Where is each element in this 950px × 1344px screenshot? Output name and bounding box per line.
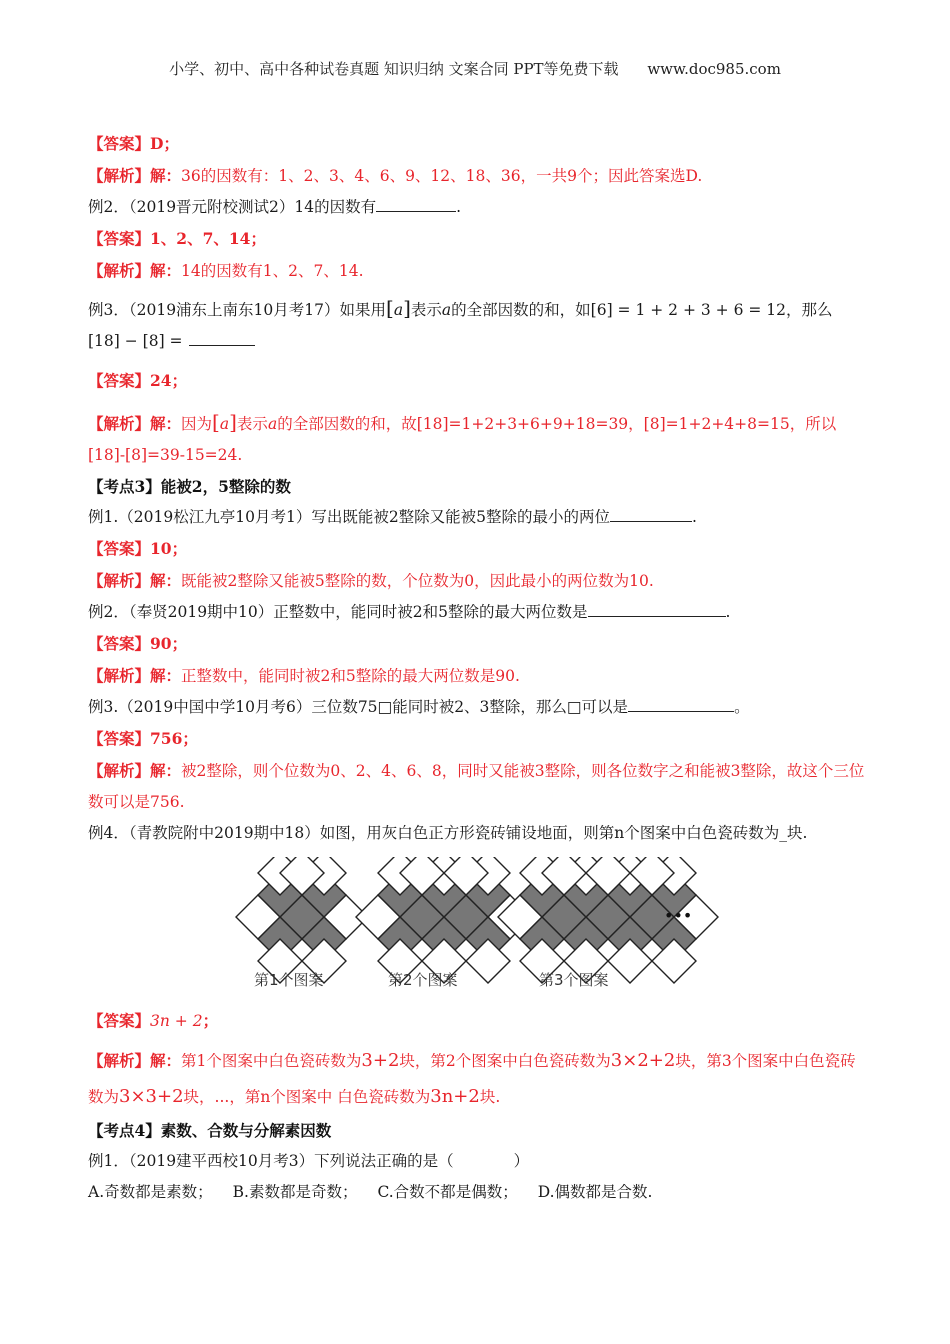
question-3-cont: [18] − [8] = (88, 326, 866, 357)
answer-blank[interactable] (376, 195, 456, 212)
answer-blank[interactable] (189, 329, 255, 346)
page-header (0, 58, 950, 79)
kp3-answer-2: 【答案】90； (88, 634, 188, 653)
kp3-answer-3: 【答案】756； (88, 729, 198, 748)
option-d[interactable]: D.偶数都是合数. (537, 1183, 653, 1201)
tile-pattern-figure (88, 857, 866, 999)
answer-blank[interactable] (588, 600, 726, 617)
analysis-line-3: 【解析】解：因为[a]表示a的全部因数的和，故[18]=1+2+3+6+9+18=39，[8]=1+2+4+8=15，所以[18]-[8]=39-15=24. (88, 410, 837, 464)
answer-line-1: 【答案】D； (88, 134, 179, 153)
caption-pattern-2: 第2个图案 (388, 971, 458, 989)
ellipsis-icon: ••• (664, 906, 693, 925)
kp3-analysis-4: 【解析】解：第1个图案中白色瓷砖数为3+2块，第2个图案中白色瓷砖数为3×2+2块，第3个图案中白色瓷砖数为3×3+2块，...，第n个图案中 白色瓷砖数为3n+2块. (88, 1050, 856, 1107)
section-title-kp4: 【考点4】素数、合数与分解素因数 (88, 1121, 332, 1140)
caption-pattern-3: 第3个图案 (539, 971, 609, 989)
kp3-analysis-3: 【解析】解：被2整除，则个位数为0、2、4、6、8，同时又能被3整除，则各位数字之和能被3整除，故这个三位数可以是756. (88, 761, 865, 811)
question-2: 例2．（2019晋元附校测试2）14的因数有 . (88, 192, 866, 223)
kp4-options (88, 1177, 866, 1208)
answer-blank[interactable] (610, 505, 692, 522)
document-body (88, 128, 866, 1208)
section-title-kp3: 【考点3】能被2，5整除的数 (88, 477, 291, 496)
caption-pattern-1: 第1个图案 (254, 971, 324, 989)
kp3-question-3: 例3.（2019中国中学10月考6）三位数75□能同时被2、3整除，那么□可以是 。 (88, 692, 866, 723)
answer-line-2: 【答案】1、2、7、14； (88, 229, 266, 248)
question-3: 例3．（2019浦东上南东10月考17）如果用[a]表示a的全部因数的和，如[6] = 1 + 2 + 3 + 6 = 12，那么 (88, 296, 833, 320)
answer-line-3: 【答案】24； (88, 371, 188, 390)
tile-patterns-svg (88, 857, 866, 999)
kp3-analysis-1: 【解析】解：既能被2整除又能被5整除的数，个位数为0，因此最小的两位数为10. (88, 571, 654, 590)
kp3-answer-1: 【答案】10； (88, 539, 188, 558)
analysis-line-2: 【解析】解：14的因数有1、2、7、14. (88, 261, 364, 280)
analysis-line-1: 【解析】解：36的因数有：1、2、3、4、6、9、12、18、36，一共9个；因此答案选D. (88, 166, 703, 185)
header-site-link[interactable]: www.doc985.com (647, 60, 781, 78)
kp4-question-1: 例1．（2019建平西校10月考3）下列说法正确的是（ ） (88, 1152, 530, 1170)
kp3-question-2: 例2．（奉贤2019期中10）正整数中，能同时被2和5整除的最大两位数是 . (88, 597, 866, 628)
header-text: 小学、初中、高中各种试卷真题 知识归纳 文案合同 PPT等免费下载 (169, 60, 619, 78)
answer-blank[interactable] (628, 695, 734, 712)
kp3-analysis-2: 【解析】解：正整数中，能同时被2和5整除的最大两位数是90. (88, 666, 520, 685)
kp3-question-1: 例1.（2019松江九亭10月考1）写出既能被2整除又能被5整除的最小的两位 . (88, 502, 866, 533)
option-c[interactable]: C.合数不都是偶数； (377, 1183, 518, 1201)
option-b[interactable]: B.素数都是奇数； (232, 1183, 358, 1201)
kp3-question-4: 例4．（青教院附中2019期中18）如图，用灰白色正方形瓷砖铺设地面，则第n个图案中白色瓷砖数为_块. (88, 824, 808, 842)
option-a[interactable]: A.奇数都是素数； (88, 1183, 213, 1201)
kp3-answer-4: 【答案】3n + 2； (88, 1011, 219, 1030)
